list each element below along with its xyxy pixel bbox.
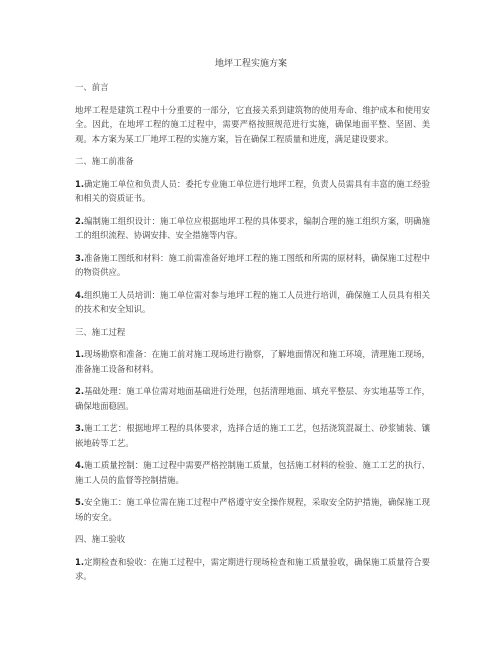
item-number: 4. xyxy=(75,460,85,470)
section-heading-acceptance: 四、施工验收 xyxy=(75,534,126,544)
item-number: 3. xyxy=(75,252,85,263)
paragraph xyxy=(75,384,430,413)
paragraph xyxy=(75,495,430,524)
paragraph xyxy=(75,103,430,147)
paragraph-text: 定期检查和验收：在施工过程中，需定期进行现场检查和施工质量验收，确保施工质量符合要求。 xyxy=(75,556,430,581)
paragraph-text: 确定施工单位和负责人员：委托专业施工单位进行地坪工程，负责人员需具有丰富的施工经验和相关的资质证书。 xyxy=(75,178,430,203)
paragraph-text: 组织施工人员培训：施工单位需对参与地坪工程的施工人员进行培训，确保施工人员具有相关的技术和安全知识。 xyxy=(75,289,430,314)
paragraph-text: 施工工艺：根据地坪工程的具体要求，选择合适的施工工艺，包括浇筑混凝土、砂浆铺装、镶嵌地砖等工艺。 xyxy=(75,423,430,448)
paragraph xyxy=(75,347,430,376)
paragraph-text: 基础处理：施工单位需对地面基础进行处理，包括清理地面、填充平整层、夯实地基等工作，确保地面稳固。 xyxy=(75,386,430,411)
item-number: 3. xyxy=(75,423,85,433)
paragraph-text: 准备施工图纸和材料：施工前需准备好地坪工程的施工图纸和所需的原材料，确保施工过程中的物资供应。 xyxy=(75,252,430,277)
item-number: 5. xyxy=(75,497,85,507)
paragraph-text: 现场勘察和准备：在施工前对施工现场进行勘察，了解地面情况和施工环境，清理施工现场，准备施工设备和材料。 xyxy=(75,349,430,374)
paragraph-text: 施工质量控制：施工过程中需要严格控制施工质量，包括施工材料的检验、施工工艺的执行、施工人员的监督等控制措施。 xyxy=(75,460,430,485)
paragraph xyxy=(75,458,430,487)
paragraph-text: 编制施工组织设计：施工单位应根据地坪工程的具体要求，编制合理的施工组织方案，明确施工的组织流程、协调安排、安全措施等内容。 xyxy=(75,215,430,240)
document-body xyxy=(75,80,430,592)
paragraph xyxy=(75,251,430,280)
paragraph-text: 地坪工程是建筑工程中十分重要的一部分，它直接关系到建筑物的使用寿命、维护成本和使用安全。因此，在地坪工程的施工过程中，需要严格按照规范进行实施，确保地面平整、坚固、美观。本方案为某工厂地坪工程的实施方案，旨在确保工程质量和进度，满足建设要求。 xyxy=(75,104,430,144)
section-heading-preparation: 二、施工前准备 xyxy=(75,156,134,166)
paragraph xyxy=(75,214,430,243)
item-number: 2. xyxy=(75,386,85,396)
document-title: 地坪工程实施方案 xyxy=(214,59,287,69)
paragraph-text: 安全施工：施工单位需在施工过程中严格遵守安全操作规程，采取安全防护措施，确保施工现场的安全。 xyxy=(75,497,430,522)
section-heading-construction: 三、施工过程 xyxy=(75,326,126,337)
item-number: 1. xyxy=(75,349,85,359)
item-number: 2. xyxy=(75,215,85,226)
paragraph xyxy=(75,421,430,450)
section-heading-preface: 一、前言 xyxy=(75,82,109,92)
item-number: 1. xyxy=(75,178,85,189)
paragraph xyxy=(75,288,430,317)
item-number: 4. xyxy=(75,289,85,300)
paragraph xyxy=(75,555,430,584)
item-number: 1. xyxy=(75,556,85,567)
paragraph xyxy=(75,177,430,206)
